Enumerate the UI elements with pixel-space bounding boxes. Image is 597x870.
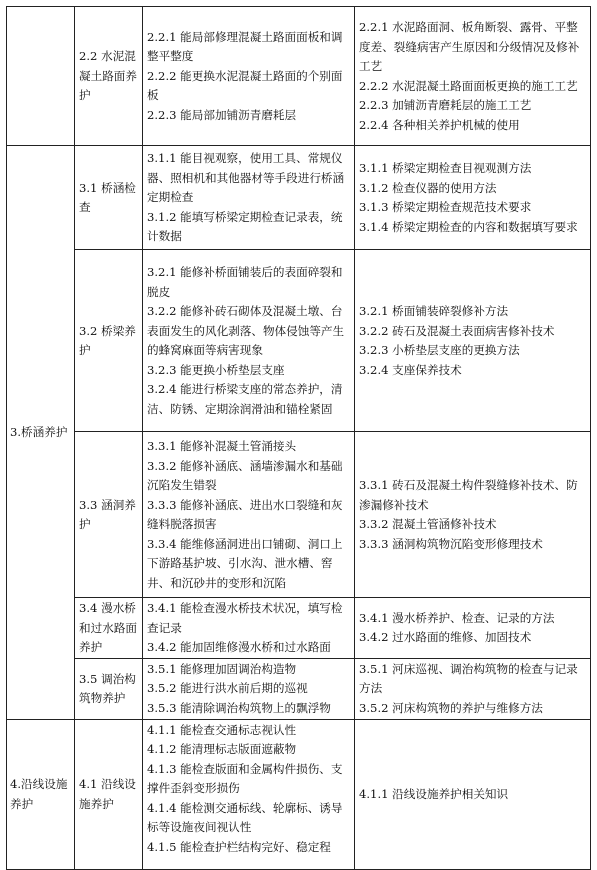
table-row — [7, 719, 591, 869]
subsection-cell: 2.2 水泥混凝土路面养护 — [75, 7, 143, 146]
skill-item: 4.1.4 能检测交通标线、轮廓标、诱导标等设施夜间视认性 — [147, 800, 343, 834]
knowledge-item: 3.4.2 过水路面的维修、加固技术 — [359, 630, 532, 645]
skill-item: 3.4.2 能加固维修漫水桥和过水路面 — [147, 640, 331, 654]
skill-item: 3.2.4 能进行桥梁支座的常态养护，清洁、防锈、定期涂润滑油和锚栓紧固 — [147, 382, 343, 416]
skill-item: 2.2.3 能局部加铺沥青磨耗层 — [147, 107, 297, 122]
skill-cell — [143, 658, 355, 719]
section-cell: 4.沿线设施养护 — [7, 719, 75, 869]
skill-cell — [143, 432, 355, 598]
knowledge-cell — [355, 432, 591, 598]
skill-item: 3.1.1 能目视观察，使用工具、常规仪器、照相机和其他器材等手段进行桥涵定期检查 — [147, 151, 345, 205]
knowledge-item: 3.1.3 桥梁定期检查规范技术要求 — [359, 200, 532, 214]
skill-item: 3.2.3 能更换小桥垫层支座 — [147, 362, 285, 377]
knowledge-cell — [355, 250, 591, 432]
knowledge-item: 3.2.3 小桥垫层支座的更换方法 — [359, 343, 520, 357]
skill-item: 4.1.1 能检查交通标志视认性 — [147, 722, 297, 737]
skill-cell — [143, 250, 355, 432]
knowledge-item: 3.2.2 砖石及混凝土表面病害修补技术 — [359, 323, 555, 338]
skill-item: 3.3.2 能修补涵底、涵墙渗漏水和基础沉陷发生错裂 — [147, 458, 343, 492]
knowledge-item: 3.3.1 砖石及混凝土构件裂缝修补技术、防渗漏修补技术 — [359, 478, 578, 512]
knowledge-item: 3.3.2 混凝土管涵修补技术 — [359, 517, 497, 531]
subsection-cell: 4.1 沿线设施养护 — [75, 719, 143, 869]
skill-item: 3.1.2 能填写桥梁定期检查记录表，统计数据 — [147, 209, 343, 244]
subsection-cell: 3.4 漫水桥和过水路面养护 — [75, 598, 143, 659]
skill-cell — [143, 598, 355, 659]
skill-item: 3.2.1 能修补桥面铺装后的表面碎裂和脱皮 — [147, 265, 343, 299]
table-row — [7, 146, 591, 250]
skill-item: 3.3.4 能维修涵洞进出口铺砌、洞口上下游路基护坡、引水沟、泄水槽、窖井、和沉砂井的变形和沉陷 — [147, 536, 343, 590]
table-row — [7, 250, 591, 432]
knowledge-cell — [355, 146, 591, 250]
table-row — [7, 598, 591, 659]
knowledge-cell — [355, 7, 591, 146]
knowledge-item: 3.5.1 河床巡视、调治构筑物的检查与记录方法 — [359, 661, 578, 696]
skills-table — [6, 6, 591, 870]
table-row — [7, 432, 591, 598]
knowledge-cell — [355, 598, 591, 659]
skill-cell — [143, 7, 355, 146]
skill-item: 3.4.1 能检查漫水桥技术状况，填写检查记录 — [147, 601, 343, 635]
knowledge-item: 3.5.2 河床构筑物的养护与维修方法 — [359, 700, 543, 715]
knowledge-item: 2.2.4 各种相关养护机械的使用 — [359, 117, 520, 132]
skill-item: 2.2.2 能更换水泥混凝土路面的个别面板 — [147, 68, 343, 103]
skill-cell — [143, 719, 355, 869]
knowledge-item: 3.3.3 涵洞构筑物沉陷变形修理技术 — [359, 536, 543, 551]
skill-item: 4.1.3 能检查版面和金属构件损伤、支撑件歪斜变形损伤 — [147, 761, 343, 795]
subsection-cell: 3.5 调治构筑物养护 — [75, 658, 143, 719]
skill-item: 4.1.5 能检查护栏结构完好、稳定程 — [147, 839, 331, 854]
knowledge-cell — [355, 719, 591, 869]
table-row — [7, 658, 591, 719]
subsection-cell: 3.3 涵洞养护 — [75, 432, 143, 598]
subsection-cell: 3.2 桥梁养护 — [75, 250, 143, 432]
skill-cell — [143, 146, 355, 250]
skill-item: 3.5.2 能进行洪水前后期的巡视 — [147, 681, 308, 696]
section-cell-blank — [7, 7, 75, 146]
skill-item: 3.3.1 能修补混凝土管涌接头 — [147, 439, 297, 453]
knowledge-item: 3.2.1 桥面铺装碎裂修补方法 — [359, 304, 509, 318]
skill-item: 3.5.3 能清除调治构筑物上的飘浮物 — [147, 700, 331, 715]
knowledge-item: 3.4.1 漫水桥养护、检查、记录的方法 — [359, 610, 555, 625]
skill-item: 3.5.1 能修理加固调治构造物 — [147, 661, 297, 676]
knowledge-item: 4.1.1 沿线设施养护相关知识 — [359, 786, 509, 801]
skill-item: 2.2.1 能局部修理混凝土路面面板和调整平整度 — [147, 29, 343, 64]
knowledge-item: 3.1.4 桥梁定期检查的内容和数据填写要求 — [359, 219, 578, 234]
knowledge-item: 3.2.4 支座保养技术 — [359, 362, 462, 377]
subsection-cell: 3.1 桥涵检查 — [75, 146, 143, 250]
table-row — [7, 7, 591, 146]
knowledge-item: 2.2.1 水泥路面洞、板角断裂、露骨、平整度差、裂缝病害产生原因和分级情况及修补工艺 — [359, 20, 580, 73]
knowledge-item: 3.1.1 桥梁定期检查目视观测方法 — [359, 161, 532, 175]
knowledge-item: 2.2.2 水泥混凝土路面面板更换的施工工艺 — [359, 78, 578, 93]
knowledge-item: 2.2.3 加铺沥青磨耗层的施工工艺 — [359, 98, 532, 112]
skill-item: 3.2.2 能修补砖石砌体及混凝土墩、台表面发生的风化剥落、物体侵蚀等产生的蜂窝麻面等病害现象 — [147, 304, 345, 357]
skill-item: 3.3.3 能修补涵底、进出水口裂缝和灰缝料脱落损害 — [147, 497, 343, 531]
knowledge-item: 3.1.2 检查仪器的使用方法 — [359, 180, 497, 195]
skill-item: 4.1.2 能清理标志版面遮蔽物 — [147, 742, 297, 756]
section-cell: 3.桥涵养护 — [7, 146, 75, 720]
knowledge-cell — [355, 658, 591, 719]
